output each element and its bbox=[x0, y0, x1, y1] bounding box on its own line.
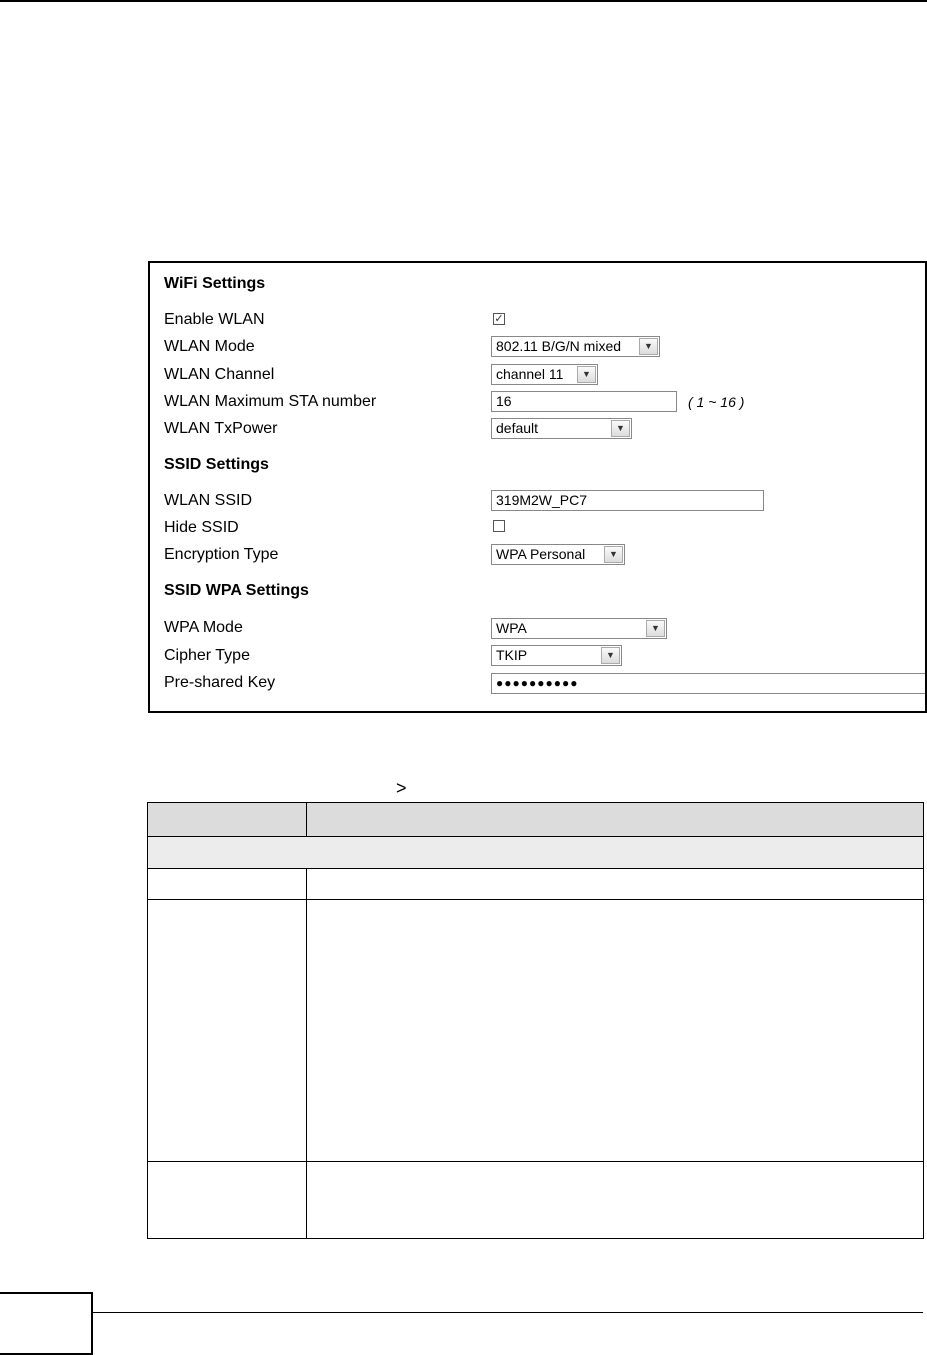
hide-ssid-checkbox[interactable] bbox=[493, 520, 505, 532]
wlan-txpower-label: WLAN TxPower bbox=[164, 420, 278, 437]
encryption-type-value: WPA Personal bbox=[496, 546, 586, 562]
table-section-cell bbox=[148, 837, 924, 869]
check-icon: ✓ bbox=[494, 313, 504, 325]
table-header-cell bbox=[307, 803, 924, 837]
table-cell bbox=[148, 869, 307, 900]
cipher-type-value: TKIP bbox=[496, 647, 528, 663]
wlan-ssid-label: WLAN SSID bbox=[164, 492, 253, 509]
breadcrumb-separator: > bbox=[396, 778, 407, 798]
wlan-channel-label: WLAN Channel bbox=[164, 366, 275, 383]
ssid-wpa-settings-title: SSID WPA Settings bbox=[164, 582, 309, 599]
enable-wlan-checkbox[interactable] bbox=[493, 313, 505, 325]
wlan-max-sta-label: WLAN Maximum STA number bbox=[164, 393, 377, 410]
wlan-mode-value: 802.11 B/G/N mixed bbox=[496, 338, 622, 354]
wpa-mode-value: WPA bbox=[496, 620, 527, 636]
footer-rule bbox=[93, 1312, 923, 1313]
wlan-txpower-select[interactable] bbox=[491, 418, 632, 439]
pre-shared-key-input[interactable]: ●●●●●●●●●● bbox=[491, 673, 927, 694]
table-header-cell bbox=[148, 803, 307, 837]
table-cell bbox=[307, 869, 924, 900]
enable-wlan-label: Enable WLAN bbox=[164, 311, 265, 328]
wlan-mode-label: WLAN Mode bbox=[164, 338, 255, 355]
encryption-type-select[interactable] bbox=[491, 544, 625, 565]
cipher-type-select[interactable] bbox=[491, 645, 622, 666]
wpa-mode-label: WPA Mode bbox=[164, 619, 243, 636]
page-number-box bbox=[0, 1292, 93, 1355]
table-header-row bbox=[148, 803, 924, 837]
chevron-down-icon: ▼ bbox=[646, 620, 665, 637]
wlan-channel-value: channel 11 bbox=[496, 366, 564, 382]
table-row bbox=[148, 900, 924, 1162]
wifi-settings-panel bbox=[148, 261, 927, 713]
field-description-table bbox=[147, 802, 924, 1239]
wlan-channel-select[interactable] bbox=[491, 364, 598, 385]
encryption-type-label: Encryption Type bbox=[164, 546, 279, 563]
cipher-type-label: Cipher Type bbox=[164, 647, 250, 664]
chevron-down-icon: ▼ bbox=[604, 546, 623, 563]
chevron-down-icon: ▼ bbox=[611, 420, 630, 437]
table-cell bbox=[148, 1162, 307, 1239]
wlan-ssid-input[interactable]: 319M2W_PC7 bbox=[491, 490, 764, 511]
wifi-settings-title: WiFi Settings bbox=[164, 275, 266, 292]
wpa-mode-select[interactable] bbox=[491, 618, 667, 639]
table-section-row bbox=[148, 837, 924, 869]
table-cell bbox=[307, 1162, 924, 1239]
wlan-max-sta-input[interactable]: 16 bbox=[491, 391, 677, 412]
hide-ssid-label: Hide SSID bbox=[164, 519, 239, 536]
table-row bbox=[148, 1162, 924, 1239]
wlan-max-sta-range-hint: ( 1 ~ 16 ) bbox=[688, 394, 745, 410]
top-rule bbox=[0, 0, 927, 2]
chevron-down-icon: ▼ bbox=[639, 338, 658, 355]
table-cell bbox=[148, 900, 307, 1162]
chevron-down-icon: ▼ bbox=[601, 647, 620, 664]
table-cell bbox=[307, 900, 924, 1162]
table-row bbox=[148, 869, 924, 900]
pre-shared-key-label: Pre-shared Key bbox=[164, 674, 276, 691]
wlan-txpower-value: default bbox=[496, 420, 539, 436]
wlan-mode-select[interactable] bbox=[491, 336, 660, 357]
ssid-settings-title: SSID Settings bbox=[164, 456, 269, 473]
chevron-down-icon: ▼ bbox=[577, 366, 596, 383]
